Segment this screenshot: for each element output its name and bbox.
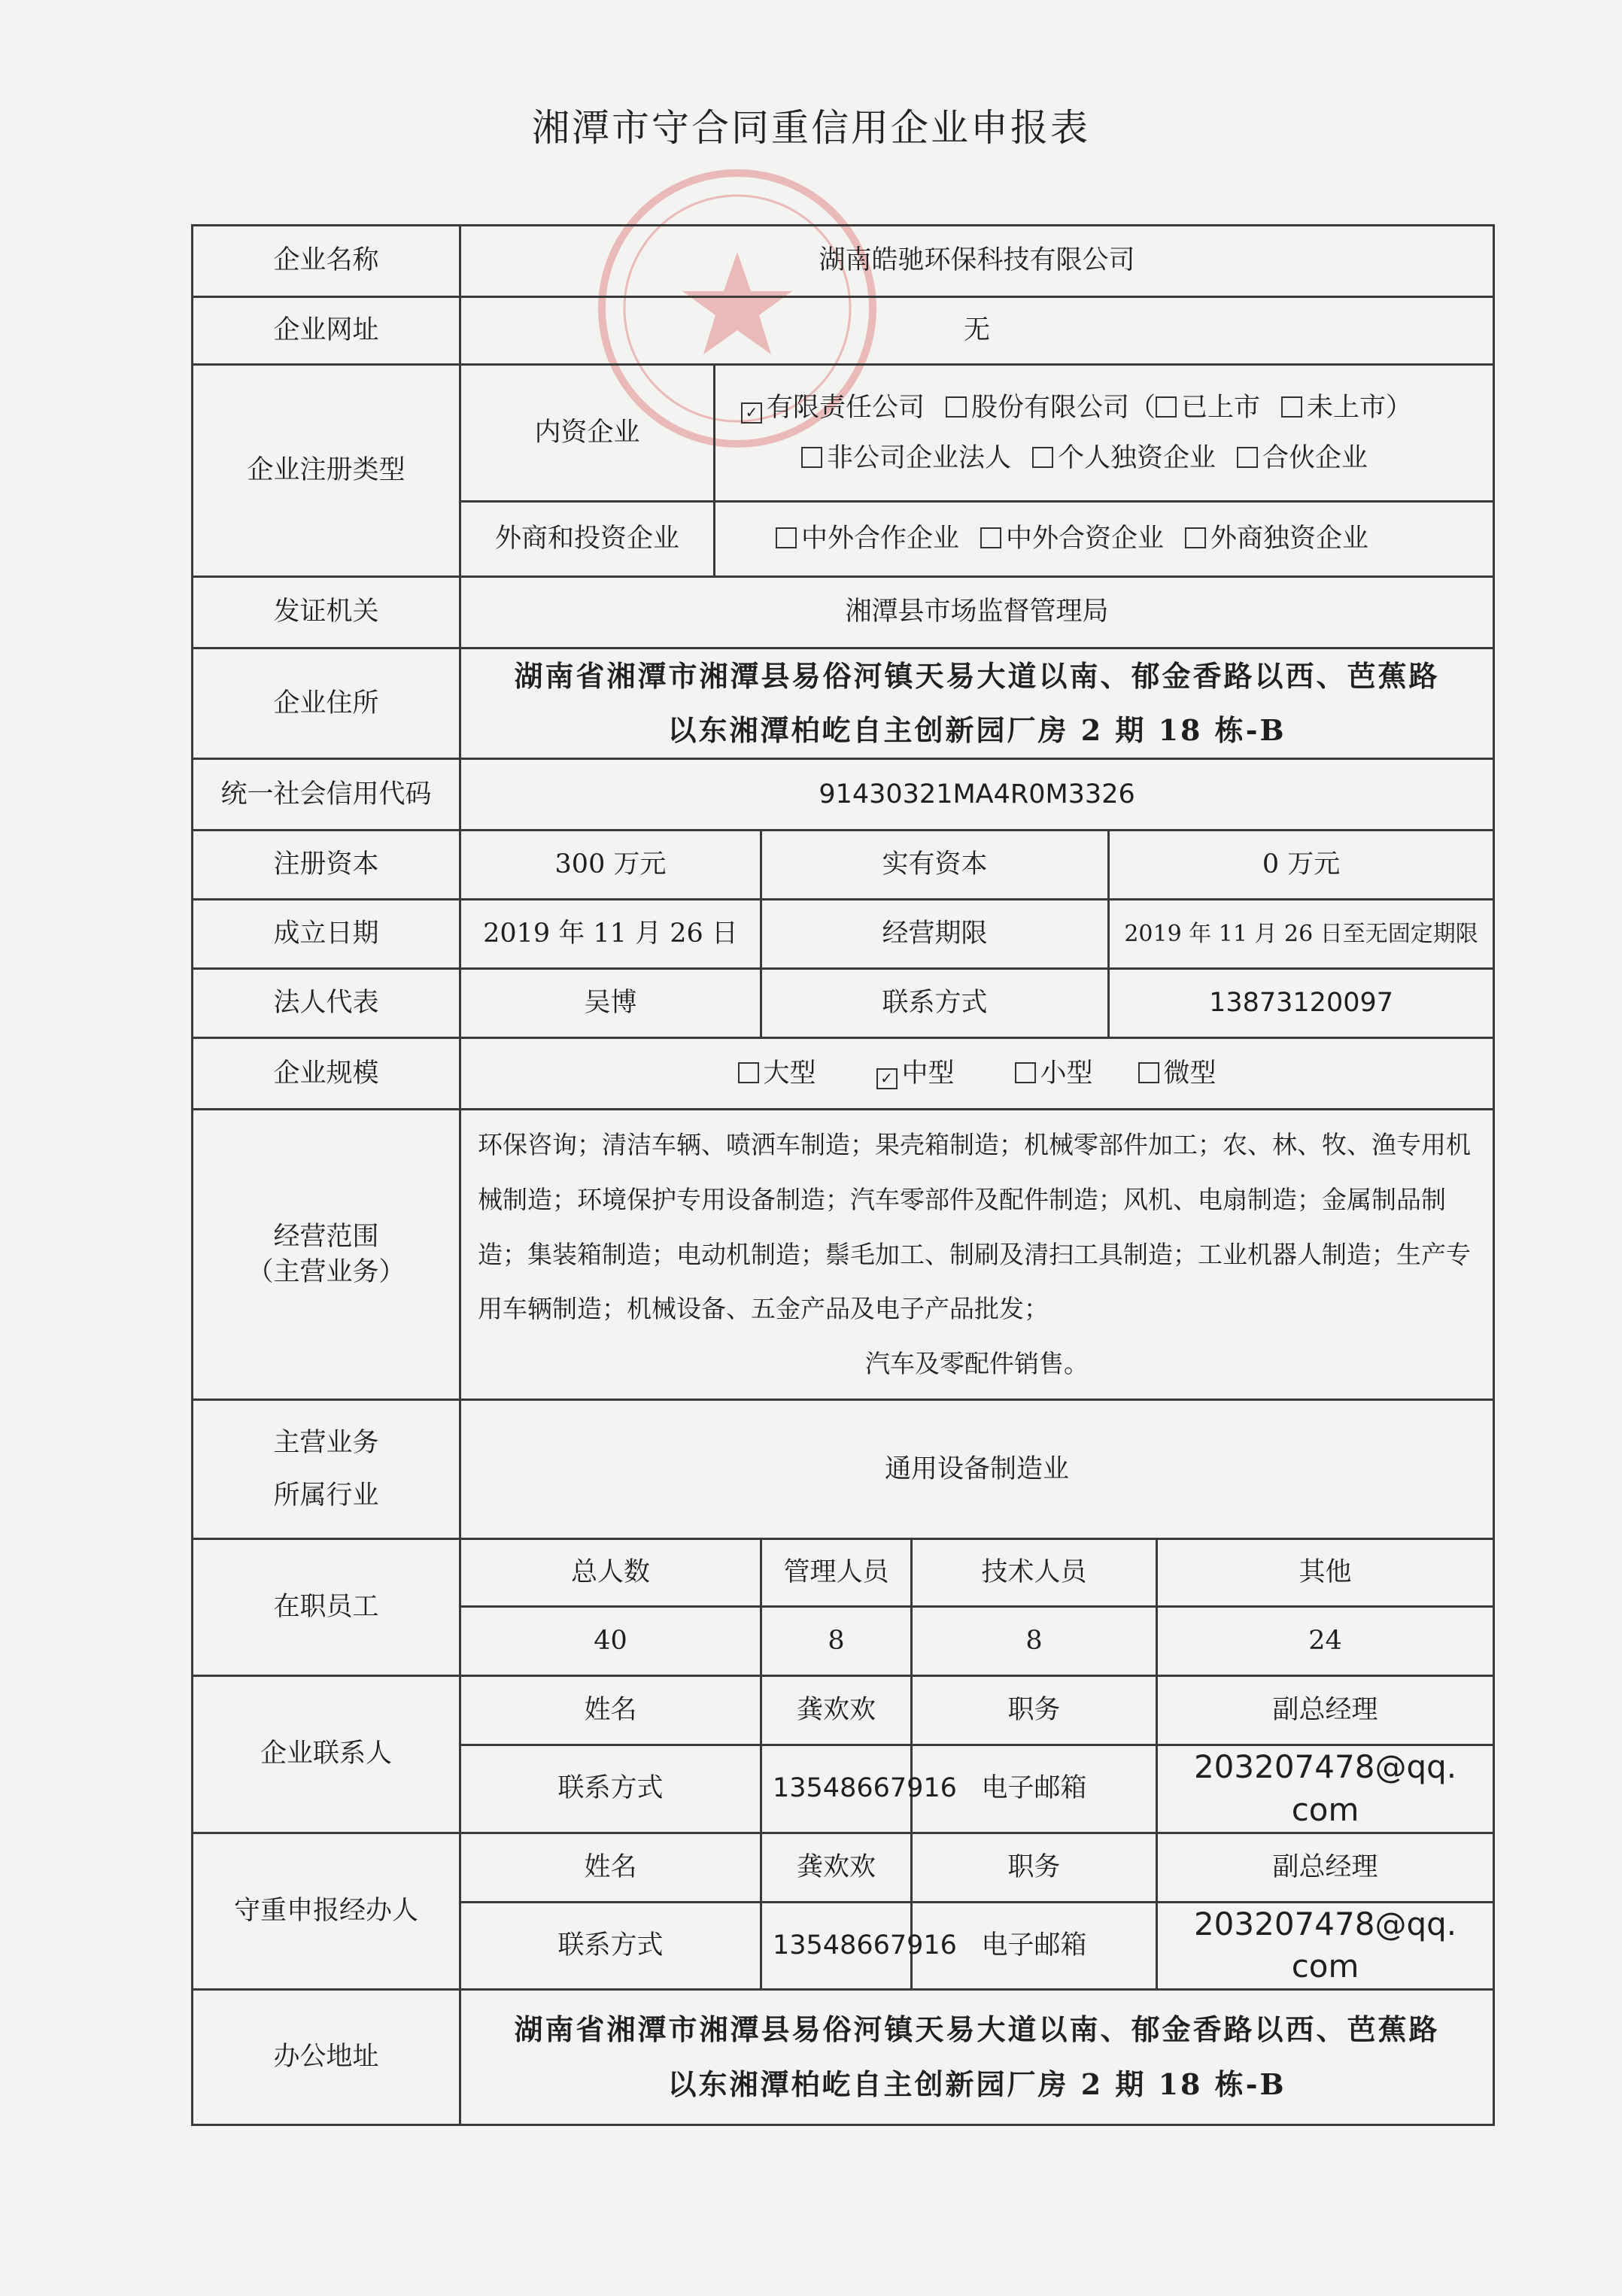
office-line1: 湖南省湘潭市湘潭县易俗河镇天易大道以南、郁金香路以西、芭蕉路 [514, 2012, 1440, 2047]
row-legal-rep [193, 969, 1494, 1038]
legal-rep-contact-value: 13873120097 [1109, 969, 1494, 1038]
scope-label-line1: 经营范围 [273, 1221, 379, 1252]
paid-capital-value: 0 万元 [1109, 831, 1494, 900]
legal-rep-contact-label: 联系方式 [761, 969, 1109, 1038]
contact-phone-value: 13548667916 [761, 1745, 912, 1833]
checkbox-icon[interactable] [1015, 1062, 1036, 1083]
foreign-options [715, 502, 1494, 577]
scope-text: 环保咨询；清洁车辆、喷洒车制造；果壳箱制造；机械零部件加工；农、林、牧、渔专用机械制造；环境保护专用设备制造；汽车零部件及配件制造；风机、电扇制造；金属制品制造；集装箱制造；电动机制造；鬃毛加工、制刷及清扫工具制造；工业机器人制造；生产专用车辆制造；机械设备、五金产品及电子产品批发； [478, 1130, 1471, 1324]
checkbox-icon[interactable] [1185, 527, 1206, 548]
scale-label: 企业规模 [193, 1038, 460, 1110]
issuer-value: 湘潭县市场监督管理局 [460, 577, 1494, 648]
row-industry [193, 1400, 1494, 1539]
issuer-label: 发证机关 [193, 577, 460, 648]
option-unlisted[interactable]: 未上市） [1281, 393, 1412, 423]
option-joint-venture[interactable]: 中外合资企业 [980, 524, 1164, 554]
paid-capital-label: 实有资本 [761, 831, 1109, 900]
registered-capital-value: 300 万元 [460, 831, 761, 900]
row-registration-domestic [193, 365, 1494, 502]
option-medium[interactable]: ✓ 中型 [876, 1058, 955, 1089]
contact-email-value: 203207478@qq. com [1157, 1745, 1494, 1833]
staff-value-management: 8 [761, 1607, 912, 1676]
option-joint-stock[interactable]: 股份有限公司（ [946, 393, 1156, 423]
checkbox-icon[interactable] [1281, 396, 1302, 418]
option-listed[interactable]: 已上市 [1156, 393, 1260, 423]
row-staff-headers [193, 1539, 1494, 1607]
staff-header-other: 其他 [1157, 1539, 1494, 1607]
contact-phone-label: 联系方式 [460, 1745, 761, 1833]
contact-position-value: 副总经理 [1157, 1676, 1494, 1745]
row-credit-code [193, 759, 1494, 831]
established-label: 成立日期 [193, 900, 460, 969]
row-dates [193, 900, 1494, 969]
checkbox-icon[interactable] [1156, 396, 1177, 418]
scope-value [460, 1110, 1494, 1400]
staff-header-management: 管理人员 [761, 1539, 912, 1607]
office-line2: 以东湘潭柏屹自主创新园厂房 2 期 18 栋-B [667, 2067, 1286, 2101]
foreign-label: 外商和投资企业 [460, 502, 715, 577]
staff-value-total: 40 [460, 1607, 761, 1676]
row-scope [193, 1110, 1494, 1400]
page-title: 湘潭市守合同重信用企业申报表 [532, 106, 1090, 150]
handler-position-value: 副总经理 [1157, 1833, 1494, 1902]
website-label: 企业网址 [193, 297, 460, 365]
row-capital [193, 831, 1494, 900]
registration-type-label: 企业注册类型 [193, 365, 460, 577]
option-micro[interactable]: 微型 [1138, 1058, 1216, 1089]
scope-label-line2: （主营业务） [247, 1256, 406, 1287]
handler-name-value: 龚欢欢 [761, 1833, 912, 1902]
row-scale [193, 1038, 1494, 1110]
option-large[interactable]: 大型 [738, 1058, 816, 1089]
option-limited-liability[interactable]: ✓有限责任公司 [741, 393, 925, 423]
checkbox-icon[interactable] [738, 1062, 759, 1083]
checkbox-icon[interactable] [801, 447, 822, 468]
contact-person-label: 企业联系人 [193, 1676, 460, 1833]
row-issuer [193, 577, 1494, 648]
address-line1: 湖南省湘潭市湘潭县易俗河镇天易大道以南、郁金香路以西、芭蕉路 [514, 659, 1440, 693]
checkbox-icon[interactable] [1032, 447, 1053, 468]
handler-phone-label: 联系方式 [460, 1902, 761, 1989]
industry-value: 通用设备制造业 [460, 1400, 1494, 1539]
term-label: 经营期限 [761, 900, 1109, 969]
checkbox-icon[interactable] [980, 527, 1001, 548]
option-small[interactable]: 小型 [1015, 1058, 1093, 1089]
term-value: 2019 年 11 月 26 日至无固定期限 [1109, 900, 1494, 969]
row-contact-name [193, 1676, 1494, 1745]
checkbox-icon[interactable] [1138, 1062, 1159, 1083]
staff-value-technical: 8 [912, 1607, 1157, 1676]
contact-name-value: 龚欢欢 [761, 1676, 912, 1745]
handler-label: 守重申报经办人 [193, 1833, 460, 1989]
registered-capital-label: 注册资本 [193, 831, 460, 900]
staff-header-technical: 技术人员 [912, 1539, 1157, 1607]
checkbox-icon[interactable] [776, 527, 797, 548]
address-value [460, 648, 1494, 759]
handler-phone-value: 13548667916 [761, 1902, 912, 1989]
credit-code-label: 统一社会信用代码 [193, 759, 460, 831]
row-address [193, 648, 1494, 759]
row-website [193, 297, 1494, 365]
staff-label: 在职员工 [193, 1539, 460, 1676]
row-office [193, 1990, 1494, 2125]
established-value: 2019 年 11 月 26 日 [460, 900, 761, 969]
row-company-name [193, 226, 1494, 297]
company-name-value: 湖南皓驰环保科技有限公司 [460, 226, 1494, 297]
checkbox-icon[interactable] [946, 396, 967, 418]
address-label: 企业住所 [193, 648, 460, 759]
address-line2: 以东湘潭柏屹自主创新园厂房 2 期 18 栋-B [667, 713, 1286, 748]
handler-email-value: 203207478@qq. com [1157, 1902, 1494, 1989]
checkbox-icon[interactable] [1237, 447, 1258, 468]
contact-position-label: 职务 [912, 1676, 1157, 1745]
website-value: 无 [460, 297, 1494, 365]
industry-label-line1: 主营业务 [273, 1428, 379, 1459]
industry-label [193, 1400, 460, 1539]
staff-value-other: 24 [1157, 1607, 1494, 1676]
scope-text-last: 汽车及零配件销售。 [865, 1348, 1089, 1378]
option-partnership[interactable]: 合伙企业 [1237, 443, 1368, 473]
domestic-label: 内资企业 [460, 365, 715, 502]
domestic-options-line1 [741, 383, 1482, 433]
row-handler-name [193, 1833, 1494, 1902]
scale-options [460, 1038, 1494, 1110]
company-name-label: 企业名称 [193, 226, 460, 297]
handler-email-label: 电子邮箱 [912, 1902, 1157, 1989]
credit-code-value: 91430321MA4R0M3326 [460, 759, 1494, 831]
option-sole-proprietorship[interactable]: 个人独资企业 [1032, 443, 1216, 473]
option-wholly-foreign[interactable]: 外商独资企业 [1185, 524, 1368, 554]
industry-label-line2: 所属行业 [273, 1481, 379, 1511]
domestic-options [715, 365, 1494, 502]
application-form [191, 224, 1495, 2126]
contact-name-label: 姓名 [460, 1676, 761, 1745]
option-coop-venture[interactable]: 中外合作企业 [776, 524, 959, 554]
checkbox-checked-icon[interactable] [876, 1068, 898, 1089]
staff-header-total: 总人数 [460, 1539, 761, 1607]
contact-email-label: 电子邮箱 [912, 1745, 1157, 1833]
scope-label [193, 1110, 460, 1400]
legal-rep-label: 法人代表 [193, 969, 460, 1038]
office-label: 办公地址 [193, 1990, 460, 2125]
legal-rep-value: 吴博 [460, 969, 761, 1038]
checkbox-checked-icon[interactable] [741, 402, 762, 424]
handler-name-label: 姓名 [460, 1833, 761, 1902]
domestic-options-line2 [741, 433, 1482, 484]
office-value [460, 1990, 1494, 2125]
handler-position-label: 职务 [912, 1833, 1157, 1902]
option-non-company[interactable]: 非公司企业法人 [801, 443, 1011, 473]
